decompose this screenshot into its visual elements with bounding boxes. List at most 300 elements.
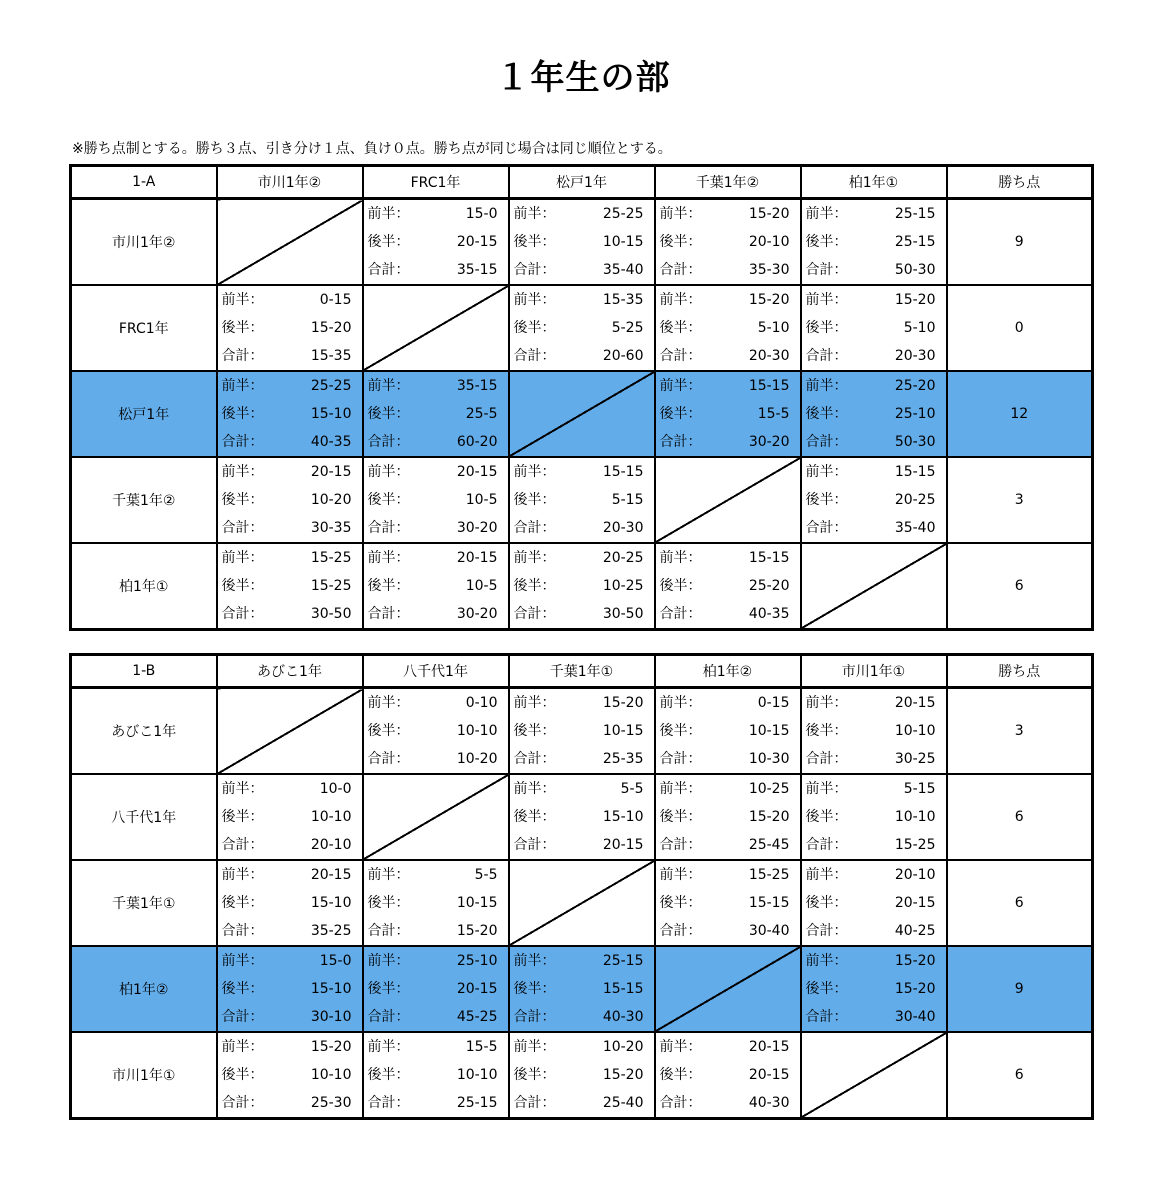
second-half-line [656, 803, 800, 831]
team-row [71, 946, 1093, 1032]
second-half-label: 後半： [659, 895, 702, 911]
first-half-score: 15-20 [894, 953, 936, 969]
match-result [801, 285, 947, 371]
first-half-score: 0-10 [465, 695, 498, 711]
team-name: 柏1年② [71, 946, 217, 1032]
total-score: 25-45 [748, 837, 790, 853]
total-label: 合計： [221, 1009, 264, 1025]
second-half-line [802, 486, 946, 514]
first-half-label: 前半： [659, 550, 702, 566]
total-score: 20-60 [602, 348, 644, 364]
first-half-score: 15-15 [748, 550, 790, 566]
first-half-line [218, 286, 362, 314]
team-name: 市川1年② [71, 199, 217, 286]
total-score: 25-40 [602, 1095, 644, 1111]
total-score: 30-20 [456, 520, 498, 536]
team-name: 八千代1年 [71, 774, 217, 860]
second-half-score: 10-5 [465, 578, 498, 594]
total-line [510, 514, 654, 542]
total-score: 25-30 [310, 1095, 352, 1111]
first-half-label: 前半： [367, 953, 410, 969]
first-half-score: 15-25 [310, 550, 352, 566]
second-half-label: 後半： [221, 492, 264, 508]
team-row [71, 199, 1093, 286]
match-result [801, 860, 947, 946]
first-half-line [218, 775, 362, 803]
second-half-score: 20-10 [748, 234, 790, 250]
first-half-line [656, 861, 800, 889]
first-half-score: 20-15 [894, 695, 936, 711]
first-half-score: 20-15 [310, 464, 352, 480]
first-half-score: 15-15 [894, 464, 936, 480]
first-half-label: 前半： [805, 953, 848, 969]
match-result [217, 285, 363, 371]
match-result [655, 774, 801, 860]
first-half-score: 25-25 [602, 206, 644, 222]
match-result [217, 860, 363, 946]
total-label: 合計： [659, 1095, 702, 1111]
second-half-line [510, 314, 654, 342]
league-table-1a [69, 164, 1089, 631]
second-half-label: 後半： [367, 981, 410, 997]
second-half-score: 15-10 [310, 895, 352, 911]
total-score: 15-35 [310, 348, 352, 364]
opponent-header: 柏1年① [801, 166, 947, 199]
diagonal-cell [509, 860, 655, 946]
diagonal-cell [509, 371, 655, 457]
second-half-score: 10-15 [456, 895, 498, 911]
total-line [802, 256, 946, 284]
first-half-score: 25-15 [894, 206, 936, 222]
total-score: 35-40 [894, 520, 936, 536]
team-row [71, 457, 1093, 543]
diagonal-cell [801, 543, 947, 630]
first-half-score: 5-15 [903, 781, 936, 797]
diagonal-cell [801, 1032, 947, 1119]
first-half-label: 前半： [805, 781, 848, 797]
first-half-label: 前半： [367, 695, 410, 711]
points-value: 6 [947, 543, 1093, 630]
first-half-score: 5-5 [620, 781, 644, 797]
second-half-score: 10-10 [456, 1067, 498, 1083]
first-half-label: 前半： [513, 292, 556, 308]
second-half-score: 25-15 [894, 234, 936, 250]
first-half-line [218, 1033, 362, 1061]
second-half-line [802, 803, 946, 831]
match-result [363, 1032, 509, 1119]
second-half-score: 5-10 [757, 320, 790, 336]
total-score: 25-15 [456, 1095, 498, 1111]
second-half-score: 15-20 [602, 1067, 644, 1083]
total-score: 40-25 [894, 923, 936, 939]
first-half-line [364, 544, 508, 572]
diagonal-cell [655, 457, 801, 543]
first-half-score: 20-25 [602, 550, 644, 566]
total-line [656, 1089, 800, 1117]
diagonal-cell [217, 199, 363, 286]
first-half-score: 20-15 [748, 1039, 790, 1055]
first-half-label: 前半： [805, 206, 848, 222]
first-half-label: 前半： [221, 550, 264, 566]
first-half-line [510, 286, 654, 314]
second-half-label: 後半： [513, 723, 556, 739]
match-result [509, 946, 655, 1032]
total-line [364, 745, 508, 773]
second-half-line [656, 228, 800, 256]
total-label: 合計： [659, 751, 702, 767]
first-half-score: 15-15 [748, 378, 790, 394]
first-half-score: 5-5 [474, 867, 498, 883]
diagonal-cell [655, 946, 801, 1032]
second-half-label: 後半： [805, 492, 848, 508]
second-half-score: 10-20 [310, 492, 352, 508]
second-half-score: 5-15 [611, 492, 644, 508]
total-score: 30-40 [894, 1009, 936, 1025]
match-result [363, 688, 509, 775]
second-half-label: 後半： [805, 320, 848, 336]
first-half-label: 前半： [659, 1039, 702, 1055]
first-half-label: 前半： [367, 867, 410, 883]
first-half-line [656, 200, 800, 228]
opponent-header: 千葉1年① [509, 655, 655, 688]
second-half-line [218, 486, 362, 514]
total-label: 合計： [221, 923, 264, 939]
league-name: 1-A [71, 166, 217, 199]
total-score: 30-50 [602, 606, 644, 622]
total-label: 合計： [367, 1009, 410, 1025]
total-label: 合計： [221, 434, 264, 450]
second-half-label: 後半： [367, 895, 410, 911]
second-half-score: 10-15 [602, 234, 644, 250]
match-result [509, 285, 655, 371]
first-half-line [218, 544, 362, 572]
second-half-label: 後半： [659, 809, 702, 825]
second-half-line [802, 400, 946, 428]
match-result [363, 543, 509, 630]
second-half-line [656, 572, 800, 600]
total-score: 40-30 [602, 1009, 644, 1025]
total-label: 合計： [513, 1009, 556, 1025]
second-half-label: 後半： [513, 981, 556, 997]
second-half-label: 後半： [221, 578, 264, 594]
total-score: 50-30 [894, 262, 936, 278]
first-half-score: 25-25 [310, 378, 352, 394]
second-half-label: 後半： [659, 320, 702, 336]
first-half-label: 前半： [659, 695, 702, 711]
second-half-line [364, 975, 508, 1003]
match-result [655, 543, 801, 630]
first-half-line [364, 1033, 508, 1061]
total-score: 20-30 [602, 520, 644, 536]
diagonal-cell [217, 688, 363, 775]
first-half-label: 前半： [659, 867, 702, 883]
match-result [217, 543, 363, 630]
match-result [509, 457, 655, 543]
team-row [71, 371, 1093, 457]
first-half-label: 前半： [805, 292, 848, 308]
match-result [217, 774, 363, 860]
total-score: 30-20 [748, 434, 790, 450]
team-row [71, 543, 1093, 630]
second-half-line [656, 717, 800, 745]
league-table-1b [69, 653, 1089, 1120]
second-half-label: 後半： [221, 1067, 264, 1083]
first-half-label: 前半： [513, 464, 556, 480]
second-half-label: 後半： [805, 895, 848, 911]
total-score: 30-20 [456, 606, 498, 622]
total-label: 合計： [221, 1095, 264, 1111]
team-name: 市川1年① [71, 1032, 217, 1119]
total-label: 合計： [367, 262, 410, 278]
total-line [364, 256, 508, 284]
total-line [218, 1089, 362, 1117]
second-half-score: 25-20 [748, 578, 790, 594]
second-half-score: 15-5 [757, 406, 790, 422]
points-header: 勝ち点 [947, 655, 1093, 688]
first-half-line [802, 689, 946, 717]
second-half-score: 10-10 [894, 809, 936, 825]
first-half-score: 15-20 [894, 292, 936, 308]
first-half-label: 前半： [805, 464, 848, 480]
second-half-label: 後半： [221, 895, 264, 911]
match-result [363, 946, 509, 1032]
second-half-label: 後半： [221, 320, 264, 336]
total-label: 合計： [513, 606, 556, 622]
first-half-line [510, 689, 654, 717]
first-half-label: 前半： [805, 378, 848, 394]
first-half-line [218, 947, 362, 975]
league-name: 1-B [71, 655, 217, 688]
second-half-label: 後半： [513, 320, 556, 336]
first-half-label: 前半： [367, 206, 410, 222]
total-line [510, 745, 654, 773]
second-half-line [656, 1061, 800, 1089]
total-score: 35-15 [456, 262, 498, 278]
points-value: 6 [947, 860, 1093, 946]
second-half-label: 後半： [659, 1067, 702, 1083]
total-score: 45-25 [456, 1009, 498, 1025]
first-half-label: 前半： [367, 378, 410, 394]
total-label: 合計： [513, 837, 556, 853]
second-half-line [218, 1061, 362, 1089]
team-name: 千葉1年① [71, 860, 217, 946]
opponent-header: 松戸1年 [509, 166, 655, 199]
second-half-score: 15-25 [310, 578, 352, 594]
second-half-label: 後半： [221, 981, 264, 997]
diagonal-cell [363, 774, 509, 860]
match-result [509, 543, 655, 630]
second-half-line [364, 486, 508, 514]
match-result [655, 688, 801, 775]
second-half-score: 15-20 [894, 981, 936, 997]
total-label: 合計： [805, 837, 848, 853]
second-half-score: 15-15 [602, 981, 644, 997]
first-half-score: 15-0 [319, 953, 352, 969]
first-half-score: 0-15 [319, 292, 352, 308]
second-half-line [802, 717, 946, 745]
first-half-score: 15-20 [602, 695, 644, 711]
first-half-score: 10-25 [748, 781, 790, 797]
total-line [218, 917, 362, 945]
total-label: 合計： [805, 262, 848, 278]
second-half-score: 15-10 [602, 809, 644, 825]
total-line [656, 745, 800, 773]
total-score: 50-30 [894, 434, 936, 450]
first-half-label: 前半： [513, 695, 556, 711]
total-line [218, 514, 362, 542]
total-score: 30-25 [894, 751, 936, 767]
first-half-line [802, 286, 946, 314]
second-half-score: 15-10 [310, 406, 352, 422]
total-label: 合計： [221, 606, 264, 622]
second-half-score: 15-20 [310, 320, 352, 336]
total-line [364, 428, 508, 456]
total-line [510, 600, 654, 628]
total-line [656, 256, 800, 284]
second-half-label: 後半： [513, 809, 556, 825]
match-result [363, 371, 509, 457]
second-half-line [218, 400, 362, 428]
second-half-score: 10-10 [310, 1067, 352, 1083]
total-label: 合計： [659, 434, 702, 450]
second-half-label: 後半： [805, 406, 848, 422]
first-half-score: 15-35 [602, 292, 644, 308]
total-score: 30-10 [310, 1009, 352, 1025]
first-half-line [364, 458, 508, 486]
match-result [509, 688, 655, 775]
team-name: 千葉1年② [71, 457, 217, 543]
second-half-label: 後半： [659, 578, 702, 594]
first-half-line [364, 372, 508, 400]
total-line [802, 428, 946, 456]
second-half-line [510, 803, 654, 831]
first-half-line [802, 458, 946, 486]
match-result [655, 1032, 801, 1119]
total-line [802, 514, 946, 542]
total-label: 合計： [659, 837, 702, 853]
second-half-line [510, 228, 654, 256]
total-line [510, 1003, 654, 1031]
total-line [218, 1003, 362, 1031]
first-half-label: 前半： [221, 292, 264, 308]
total-line [364, 514, 508, 542]
total-line [218, 428, 362, 456]
total-line [510, 342, 654, 370]
first-half-line [656, 544, 800, 572]
first-half-score: 15-5 [465, 1039, 498, 1055]
opponent-header: 千葉1年② [655, 166, 801, 199]
points-value: 6 [947, 1032, 1093, 1119]
total-label: 合計： [513, 1095, 556, 1111]
total-label: 合計： [513, 751, 556, 767]
second-half-line [218, 975, 362, 1003]
total-line [802, 745, 946, 773]
second-half-line [218, 889, 362, 917]
first-half-score: 15-25 [748, 867, 790, 883]
second-half-line [802, 228, 946, 256]
total-score: 10-20 [456, 751, 498, 767]
second-half-label: 後半： [805, 981, 848, 997]
second-half-line [218, 803, 362, 831]
second-half-label: 後半： [367, 723, 410, 739]
total-line [364, 1089, 508, 1117]
first-half-line [364, 861, 508, 889]
second-half-label: 後半： [659, 406, 702, 422]
total-label: 合計： [659, 606, 702, 622]
second-half-score: 10-10 [894, 723, 936, 739]
first-half-line [510, 775, 654, 803]
page-title: １年生の部 [495, 58, 671, 98]
opponent-header: FRC1年 [363, 166, 509, 199]
second-half-score: 10-25 [602, 578, 644, 594]
second-half-line [218, 572, 362, 600]
second-half-label: 後半： [805, 809, 848, 825]
match-result [801, 457, 947, 543]
total-label: 合計： [805, 751, 848, 767]
first-half-score: 15-0 [465, 206, 498, 222]
second-half-score: 20-15 [748, 1067, 790, 1083]
first-half-label: 前半： [367, 550, 410, 566]
total-score: 20-30 [748, 348, 790, 364]
second-half-score: 5-25 [611, 320, 644, 336]
match-result [655, 860, 801, 946]
match-result [801, 774, 947, 860]
total-label: 合計： [367, 923, 410, 939]
total-score: 15-25 [894, 837, 936, 853]
second-half-line [510, 572, 654, 600]
first-half-label: 前半： [221, 464, 264, 480]
team-row [71, 774, 1093, 860]
total-line [218, 600, 362, 628]
first-half-label: 前半： [659, 378, 702, 394]
total-label: 合計： [659, 348, 702, 364]
second-half-line [656, 314, 800, 342]
total-line [218, 831, 362, 859]
first-half-line [656, 372, 800, 400]
second-half-score: 20-15 [894, 895, 936, 911]
total-line [364, 600, 508, 628]
points-value: 0 [947, 285, 1093, 371]
total-line [656, 831, 800, 859]
first-half-line [656, 689, 800, 717]
second-half-score: 20-15 [456, 981, 498, 997]
total-label: 合計： [367, 751, 410, 767]
points-value: 3 [947, 457, 1093, 543]
second-half-score: 25-10 [894, 406, 936, 422]
match-result [509, 774, 655, 860]
second-half-line [364, 1061, 508, 1089]
first-half-score: 20-15 [456, 464, 498, 480]
first-half-line [218, 861, 362, 889]
second-half-line [802, 975, 946, 1003]
first-half-line [510, 1033, 654, 1061]
team-name: あびこ1年 [71, 688, 217, 775]
team-name: 柏1年① [71, 543, 217, 630]
match-result [363, 199, 509, 286]
diagonal-cell [363, 285, 509, 371]
first-half-line [510, 200, 654, 228]
second-half-line [656, 889, 800, 917]
match-result [509, 199, 655, 286]
total-line [364, 917, 508, 945]
first-half-label: 前半： [513, 1039, 556, 1055]
total-line [510, 1089, 654, 1117]
team-row [71, 860, 1093, 946]
second-half-score: 15-20 [748, 809, 790, 825]
first-half-label: 前半： [805, 867, 848, 883]
first-half-line [510, 544, 654, 572]
second-half-score: 10-15 [602, 723, 644, 739]
